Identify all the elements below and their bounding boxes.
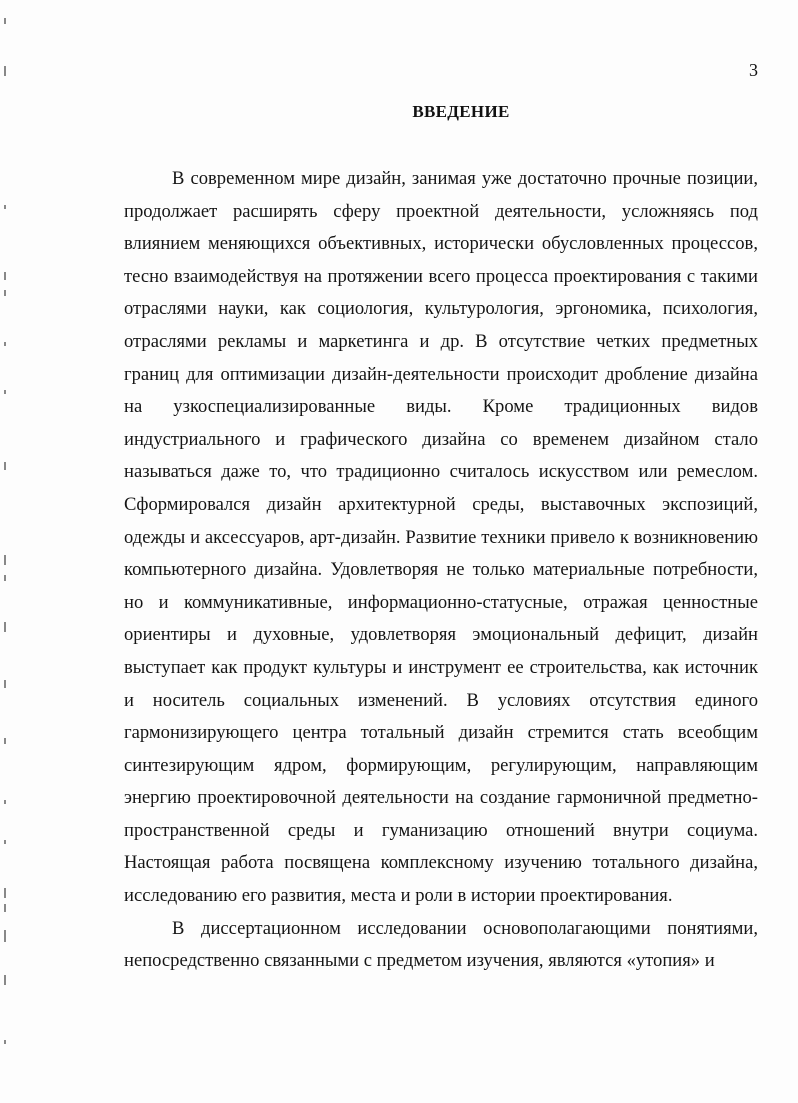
section-heading: ВВЕДЕНИЕ <box>412 102 510 121</box>
paragraph-1: В современном мире дизайн, занимая уже достаточно прочные позиции, продолжает расширять сферу проектной деятельности, усложняясь под влиянием меняющихся объективных, исторически обусловленных процессов, тесно взаимодействуя на протяжении всего процесса проектирования с такими отраслями науки, как социология, культурология, эргономика, психология, отраслями рекламы и маркетинга и др. В отсутствие четких предметных границ для оптимизации дизайн-деятельности происходит дробление дизайна на узкоспециализированные виды. Кроме традиционных видов индустриального и графического дизайна со временем дизайном стало называться даже то, что традиционно считалось искусством или ремеслом. Сформировался дизайн архитектурной среды, выставочных экспозиций, одежды и аксессуаров, арт-дизайн. Развитие техники привело к возникновению компьютерного дизайна. Удовлетворяя не только материальные потребности, но и коммуникативные, информационно-статусные, отражая ценностные ориентиры и духовные, удовлетворяя эмоциональный дефицит, дизайн выступает как продукт культуры и инструмент ее строительства, как источник и носитель социальных изменений. В условиях отсутствия единого гармонизирующего центра тотальный дизайн стремится стать всеобщим синтезирующим ядром, формирующим, регулирующим, направляющим энергию проектировочной деятельности на создание гармоничной предметно-пространственной среды и гуманизацию отношений внутри социума. Настоящая работа посвящена комплексному изучению тотального дизайна, исследованию его развития, места и роли в истории проектирования. <box>124 168 758 907</box>
paragraph-2: В диссертационном исследовании основополагающими понятиями, непосредственно связанными с предметом изучения, являются «утопия» и <box>124 917 758 972</box>
scan-margin-artifacts <box>0 0 14 1103</box>
page-number: 3 <box>749 60 758 80</box>
body-text <box>124 163 758 978</box>
